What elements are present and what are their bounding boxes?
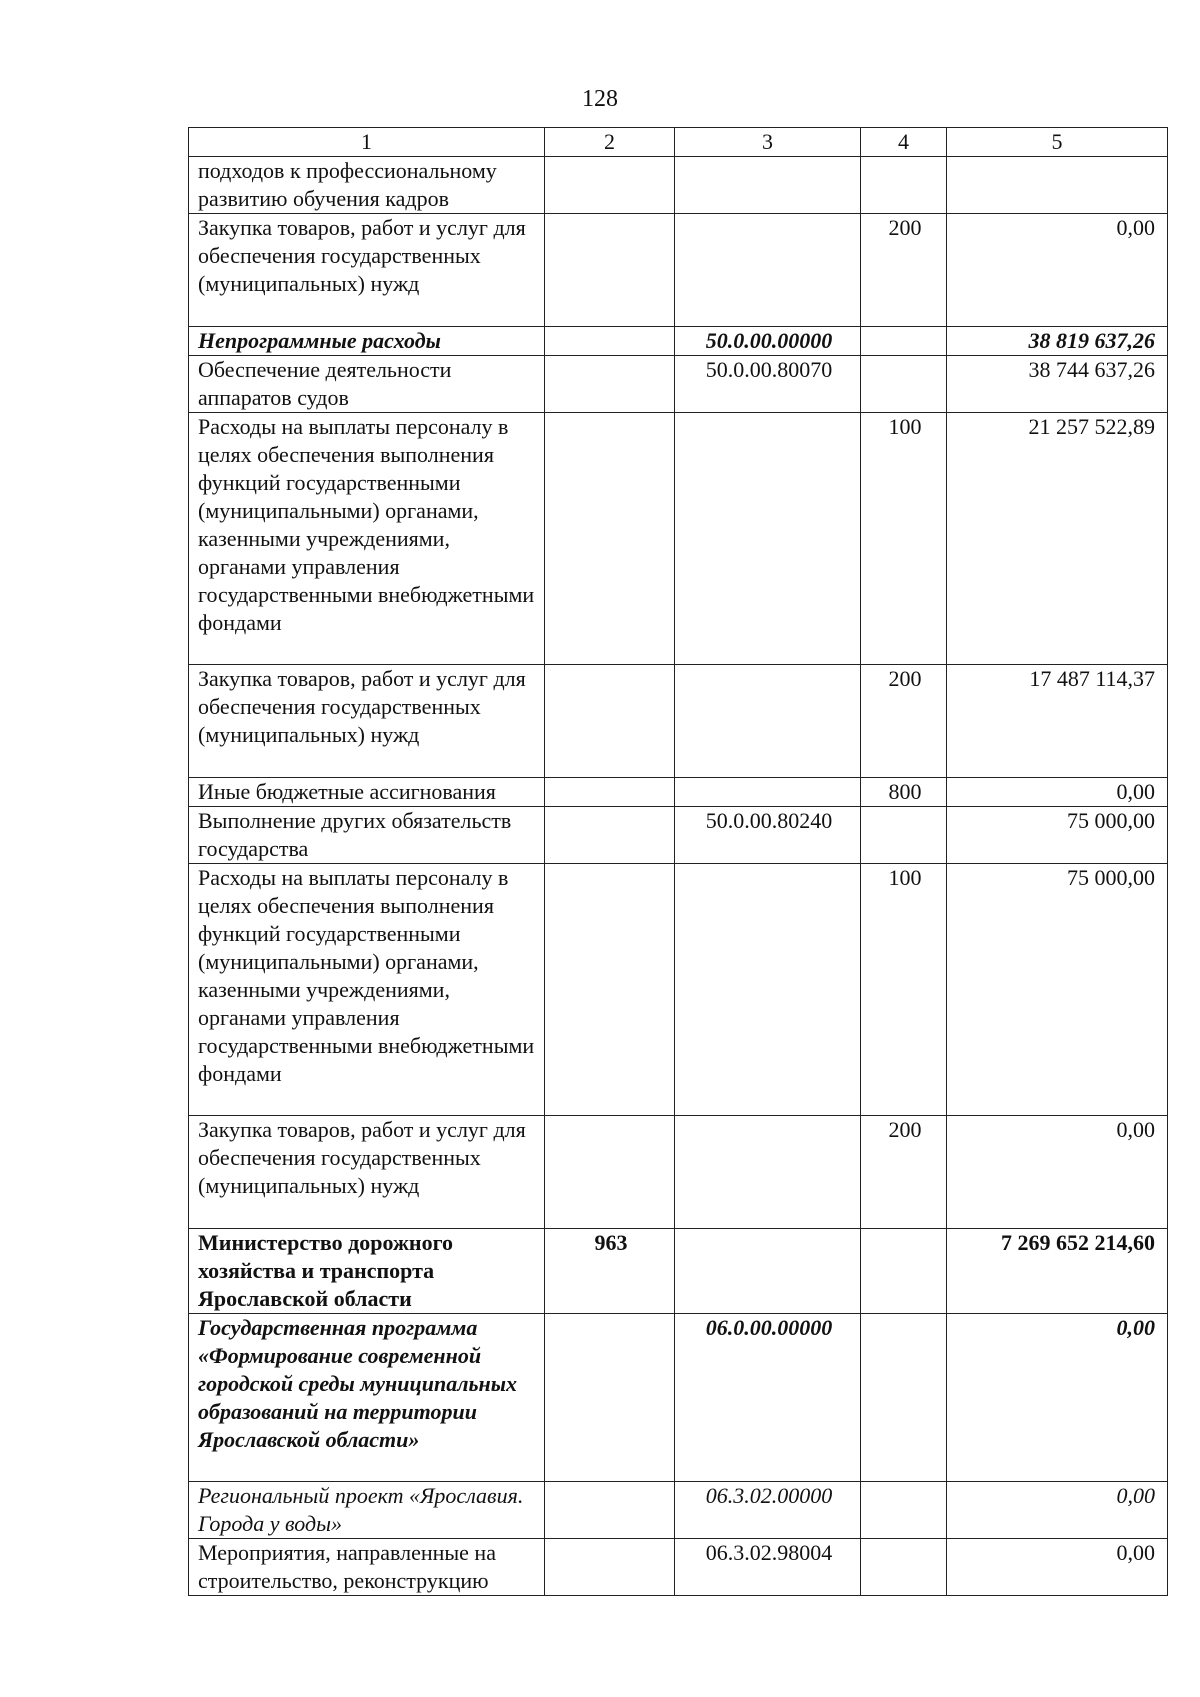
row-col3-cell: 06.3.02.98004 — [675, 1539, 861, 1596]
row-col5-cell: 75 000,00 — [947, 864, 1168, 1116]
header-cell-1: 1 — [189, 128, 545, 157]
row-col2-cell — [545, 807, 675, 864]
row-col5-cell: 0,00 — [947, 1314, 1168, 1482]
row-col4-cell — [861, 1539, 947, 1596]
table-row — [189, 1482, 1168, 1539]
row-col3-cell — [675, 1229, 861, 1314]
row-name-cell: Непрограммные расходы — [189, 327, 545, 356]
row-name-cell: Закупка товаров, работ и услуг для обеспечения государственных (муниципальных) нужд — [189, 665, 545, 778]
table-row — [189, 665, 1168, 778]
row-col5-cell: 38 744 637,26 — [947, 356, 1168, 413]
row-col5-cell: 75 000,00 — [947, 807, 1168, 864]
table-row — [189, 1229, 1168, 1314]
row-col3-cell — [675, 413, 861, 665]
row-col2-cell — [545, 1539, 675, 1596]
table-row — [189, 1539, 1168, 1596]
row-name-cell: Региональный проект «Ярославия. Города у воды» — [189, 1482, 545, 1539]
row-col3-cell — [675, 214, 861, 327]
row-col4-cell: 200 — [861, 665, 947, 778]
row-col2-cell — [545, 327, 675, 356]
row-col2-cell — [545, 864, 675, 1116]
row-name-cell: Закупка товаров, работ и услуг для обеспечения государственных (муниципальных) нужд — [189, 1116, 545, 1229]
row-col4-cell — [861, 1229, 947, 1314]
row-col5-cell: 7 269 652 214,60 — [947, 1229, 1168, 1314]
row-col5-cell: 17 487 114,37 — [947, 665, 1168, 778]
row-col2-cell — [545, 1116, 675, 1229]
row-name-cell: Расходы на выплаты персоналу в целях обеспечения выполнения функций государственными (муниципальными) органами, казенными учреждениями, органами управления государственными внебюджетными фондами — [189, 413, 545, 665]
row-name-cell: Расходы на выплаты персоналу в целях обеспечения выполнения функций государственными (муниципальными) органами, казенными учреждениями, органами управления государственными внебюджетными фондами — [189, 864, 545, 1116]
row-col5-cell: 0,00 — [947, 1116, 1168, 1229]
row-col2-cell — [545, 413, 675, 665]
table-row — [189, 413, 1168, 665]
row-col5-cell: 0,00 — [947, 214, 1168, 327]
row-col3-cell: 06.0.00.00000 — [675, 1314, 861, 1482]
row-col4-cell — [861, 157, 947, 214]
row-name-cell: Иные бюджетные ассигнования — [189, 778, 545, 807]
header-cell-2: 2 — [545, 128, 675, 157]
row-col3-cell — [675, 157, 861, 214]
table-row — [189, 356, 1168, 413]
row-name-cell: Министерство дорожного хозяйства и транспорта Ярославской области — [189, 1229, 545, 1314]
row-col3-cell: 50.0.00.80240 — [675, 807, 861, 864]
row-col4-cell — [861, 356, 947, 413]
row-col2-cell — [545, 1314, 675, 1482]
header-cell-4: 4 — [861, 128, 947, 157]
row-col2-cell — [545, 356, 675, 413]
row-name-cell: Обеспечение деятельности аппаратов судов — [189, 356, 545, 413]
row-col3-cell — [675, 1116, 861, 1229]
table-row — [189, 157, 1168, 214]
row-col4-cell: 200 — [861, 214, 947, 327]
row-col4-cell — [861, 327, 947, 356]
row-col5-cell: 21 257 522,89 — [947, 413, 1168, 665]
budget-table — [188, 127, 1168, 1596]
row-col4-cell — [861, 1482, 947, 1539]
table-row — [189, 1116, 1168, 1229]
table-row — [189, 864, 1168, 1116]
row-col2-cell — [545, 1482, 675, 1539]
table-header-row — [189, 128, 1168, 157]
row-col3-cell — [675, 864, 861, 1116]
row-col3-cell — [675, 665, 861, 778]
table-row — [189, 1314, 1168, 1482]
row-col4-cell — [861, 1314, 947, 1482]
row-name-cell: Государственная программа «Формирование современной городской среды муниципальных образований на территории Ярославской области» — [189, 1314, 545, 1482]
row-name-cell: Мероприятия, направленные на строительство, реконструкцию — [189, 1539, 545, 1596]
row-col4-cell: 100 — [861, 413, 947, 665]
header-cell-3: 3 — [675, 128, 861, 157]
row-name-cell: подходов к профессиональному развитию обучения кадров — [189, 157, 545, 214]
row-col3-cell: 50.0.00.80070 — [675, 356, 861, 413]
row-col3-cell: 06.3.02.00000 — [675, 1482, 861, 1539]
table-row — [189, 327, 1168, 356]
row-col4-cell — [861, 807, 947, 864]
row-col4-cell: 800 — [861, 778, 947, 807]
row-col2-cell — [545, 778, 675, 807]
row-col5-cell — [947, 157, 1168, 214]
row-col2-cell — [545, 157, 675, 214]
table-row — [189, 807, 1168, 864]
table-row — [189, 214, 1168, 327]
row-name-cell: Закупка товаров, работ и услуг для обеспечения государственных (муниципальных) нужд — [189, 214, 545, 327]
row-col5-cell: 0,00 — [947, 1539, 1168, 1596]
table-row — [189, 778, 1168, 807]
row-col4-cell: 100 — [861, 864, 947, 1116]
row-col2-cell — [545, 214, 675, 327]
row-col3-cell — [675, 778, 861, 807]
row-col5-cell: 0,00 — [947, 778, 1168, 807]
header-cell-5: 5 — [947, 128, 1168, 157]
row-col3-cell: 50.0.00.00000 — [675, 327, 861, 356]
page-number: 128 — [582, 86, 618, 112]
row-col2-cell — [545, 665, 675, 778]
row-col4-cell: 200 — [861, 1116, 947, 1229]
row-col5-cell: 38 819 637,26 — [947, 327, 1168, 356]
row-name-cell: Выполнение других обязательств государства — [189, 807, 545, 864]
row-col2-cell: 963 — [545, 1229, 675, 1314]
row-col5-cell: 0,00 — [947, 1482, 1168, 1539]
